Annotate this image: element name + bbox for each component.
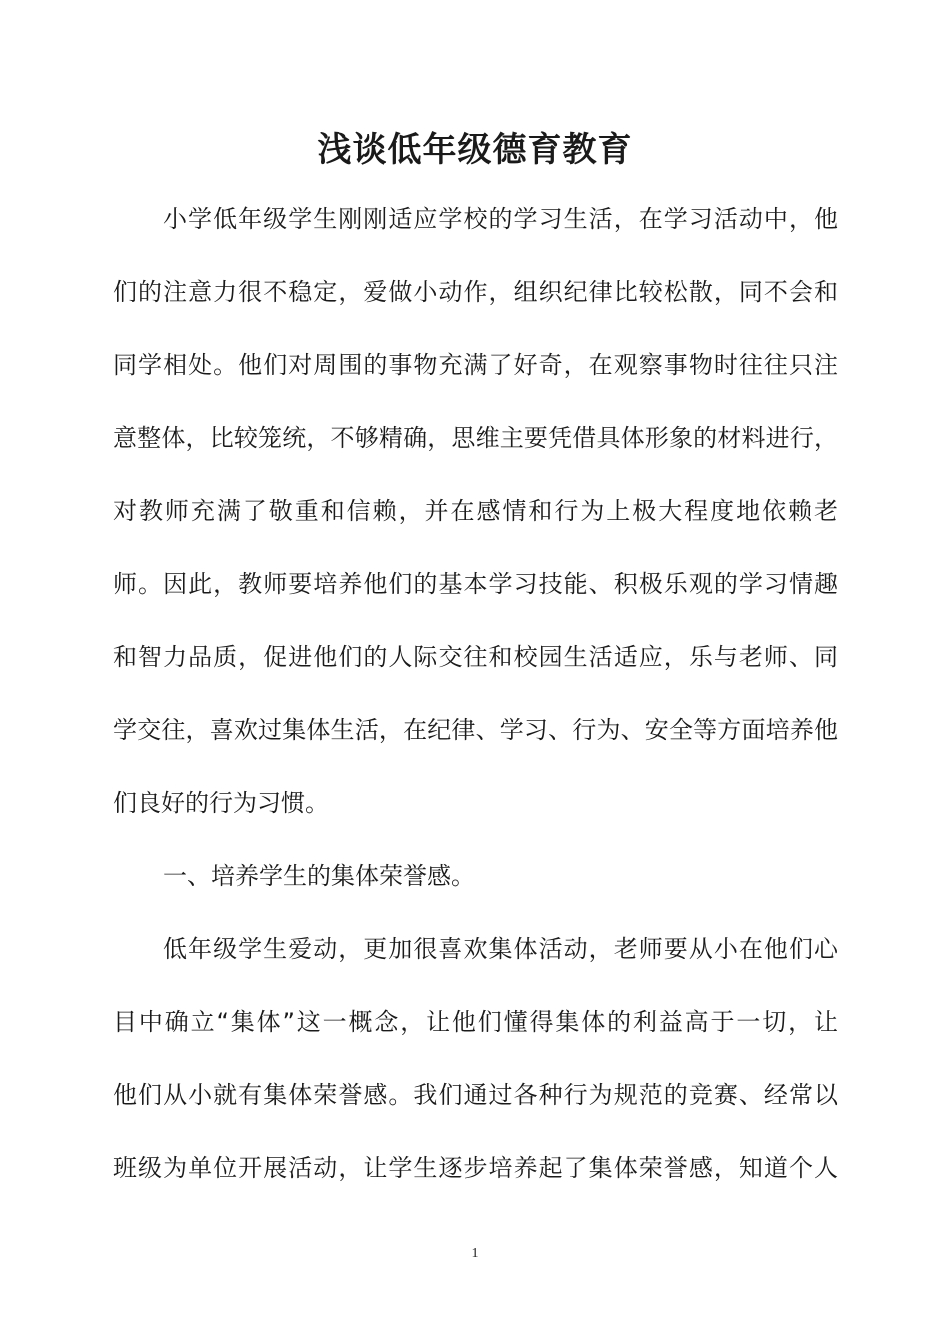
paragraph-2-line-2: 目中确立“集体”这一概念，让他们懂得集体的利益高于一切，让 — [113, 1008, 838, 1036]
paragraph-1-line-7: 和智力品质，促进他们的人际交往和校园生活适应，乐与老师、同 — [113, 643, 838, 671]
paragraph-1-line-4: 意整体，比较笼统，不够精确，思维主要凭借具体形象的材料进行， — [113, 424, 838, 452]
paragraph-2-line-4: 班级为单位开展活动，让学生逐步培养起了集体荣誉感，知道个人 — [113, 1154, 838, 1182]
paragraph-2-line-1: 低年级学生爱动，更加很喜欢集体活动，老师要从小在他们心 — [163, 935, 838, 963]
paragraph-1-line-8: 学交往，喜欢过集体生活，在纪律、学习、行为、安全等方面培养他 — [113, 716, 838, 744]
paragraph-2-line-3: 他们从小就有集体荣誉感。我们通过各种行为规范的竞赛、经常以 — [113, 1081, 838, 1109]
paragraph-1-line-3: 同学相处。他们对周围的事物充满了好奇，在观察事物时往往只注 — [113, 351, 838, 379]
paragraph-1-line-9: 们良好的行为习惯。 — [113, 789, 329, 817]
paragraph-1-line-2: 们的注意力很不稳定，爱做小动作，组织纪律比较松散，同不会和 — [113, 278, 838, 306]
paragraph-1-line-1: 小学低年级学生刚刚适应学校的学习生活，在学习活动中，他 — [163, 205, 838, 233]
section-heading: 一、培养学生的集体荣誉感。 — [163, 862, 475, 890]
paragraph-1-line-5: 对教师充满了敬重和信赖，并在感情和行为上极大程度地依赖老 — [113, 497, 838, 525]
page-number: 1 — [471, 1246, 479, 1261]
paragraph-1-line-6: 师。因此，教师要培养他们的基本学习技能、积极乐观的学习情趣 — [113, 570, 838, 598]
document-title: 浅谈低年级德育教育 — [317, 130, 633, 170]
